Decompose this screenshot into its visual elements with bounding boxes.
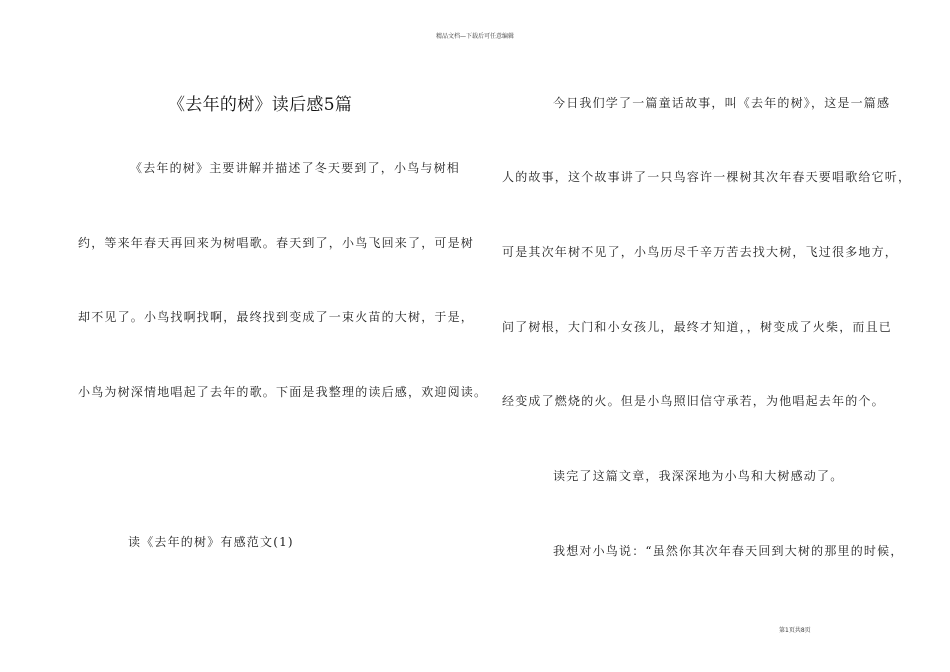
article-title: 《去年的树》读后感5篇: [168, 95, 353, 115]
left-paragraph-line-2: 约，等来年春天再回来为树唱歌。春天到了，小鸟飞回来了，可是树: [78, 236, 475, 250]
right-paragraph-line-7: 我想对小鸟说：“虽然你其次年春天回到大树的那里的时候，: [553, 544, 904, 558]
right-paragraph-line-3: 可是其次年树不见了，小鸟历尽千辛万苦去找大树，飞过很多地方，: [502, 245, 899, 259]
right-paragraph-line-5: 经变成了燃烧的火。但是小鸟照旧信守承若，为他唱起去年的个。: [502, 394, 885, 408]
left-paragraph-line-3: 却不见了。小鸟找啊找啊，最终找到变成了一束火苗的大树，于是，: [78, 310, 475, 324]
left-paragraph-line-4: 小鸟为树深情地唱起了去年的歌。下面是我整理的读后感，欢迎阅读。: [78, 385, 488, 399]
right-paragraph-line-2: 人的故事，这个故事讲了一只鸟容许一棵树其次年春天要唱歌给它听，: [502, 170, 912, 184]
header-note: 精品文档—下载后可任意编辑: [435, 33, 514, 40]
page-number: 第1页共8页: [779, 627, 811, 634]
left-paragraph-line-1: 《去年的树》主要讲解并描述了冬天要到了，小鸟与树相: [130, 161, 461, 175]
right-paragraph-line-6: 读完了这篇文章，我深深地为小鸟和大树感动了。: [553, 469, 844, 483]
right-paragraph-line-4: 问了树根，大门和小女孩儿，最终才知道，，树变成了火柴，而且已: [502, 320, 893, 334]
section-heading: 读《去年的树》有感范文(1): [128, 535, 294, 549]
right-paragraph-line-1: 今日我们学了一篇童话故事，叫《去年的树》，这是一篇感: [553, 96, 891, 110]
